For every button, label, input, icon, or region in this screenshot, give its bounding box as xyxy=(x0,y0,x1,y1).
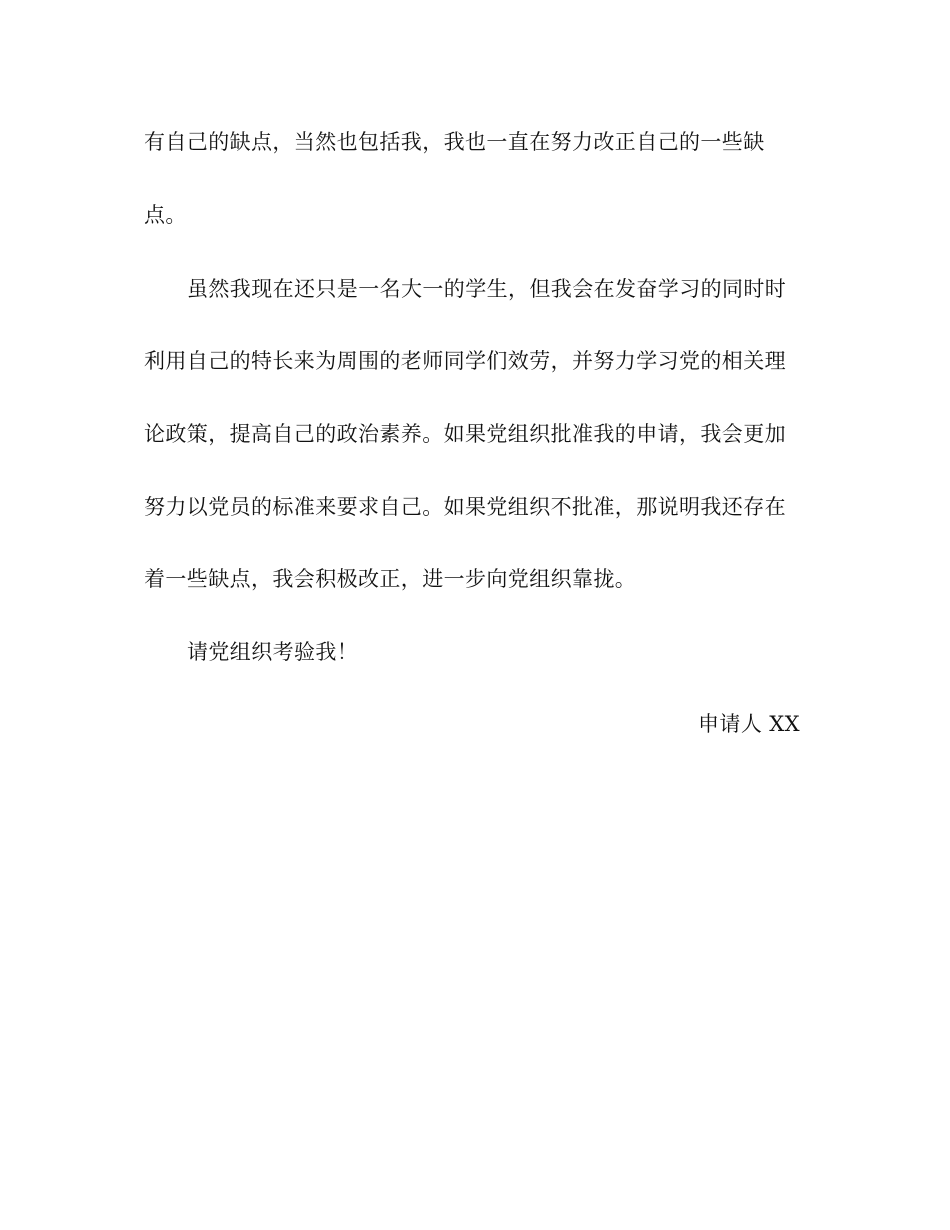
paragraph-1-line-1: 有自己的缺点，当然也包括我，我也一直在努力改正自己的一些缺 xyxy=(144,130,765,154)
signature: 申请人 XX xyxy=(698,712,800,736)
paragraph-2-line-1: 虽然我现在还只是一名大一的学生，但我会在发奋学习的同时时 xyxy=(187,277,787,301)
closing-line: 请党组织考验我！ xyxy=(187,640,359,664)
paragraph-2-line-5: 着一些缺点，我会积极改正，进一步向党组织靠拢。 xyxy=(144,567,637,591)
paragraph-2-line-2: 利用自己的特长来为周围的老师同学们效劳，并努力学习党的相关理 xyxy=(144,349,786,373)
paragraph-2-line-4: 努力以党员的标准来要求自己。如果党组织不批准，那说明我还存在 xyxy=(144,495,786,519)
paragraph-2-line-3: 论政策，提高自己的政治素养。如果党组织批准我的申请，我会更加 xyxy=(144,422,786,446)
paragraph-1-line-2: 点。 xyxy=(144,203,187,227)
